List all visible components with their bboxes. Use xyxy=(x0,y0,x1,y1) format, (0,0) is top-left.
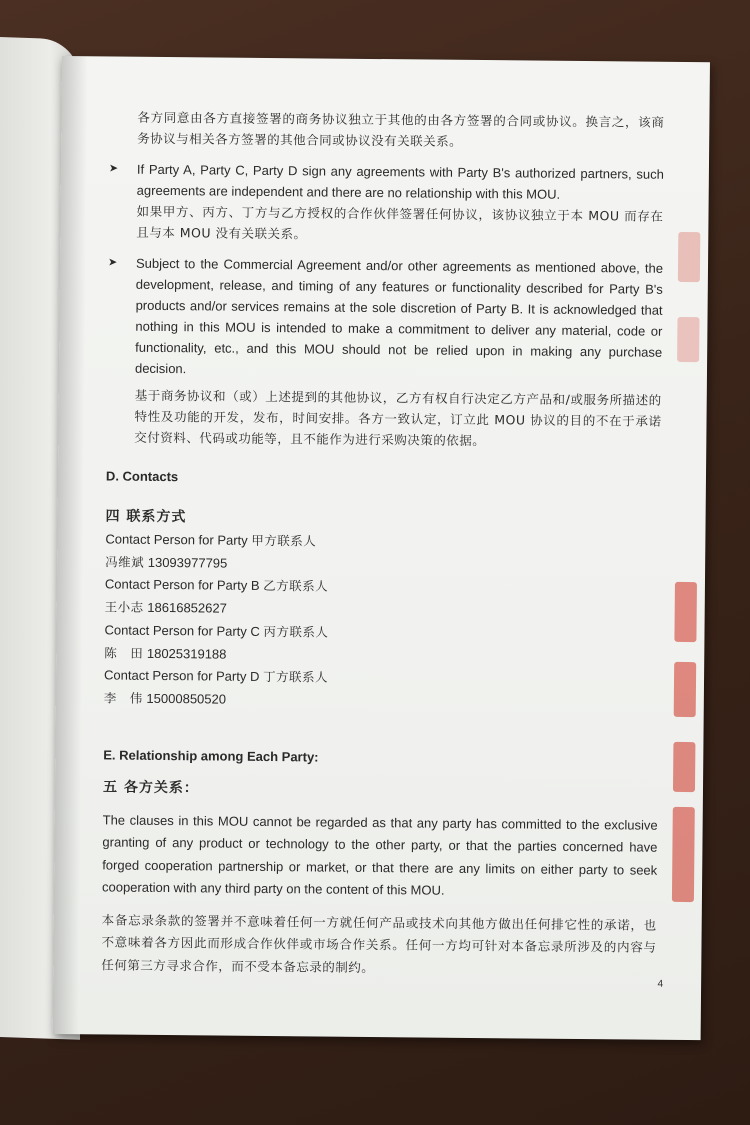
section-e-heading: E. Relationship among Each Party: xyxy=(103,747,319,765)
intro-paragraph-zh: 各方同意由各方直接签署的商务协议独立于其他的由各方签署的合同或协议。换言之，该商务协议与相关各方签署的其他合同或协议没有关联关系。 xyxy=(137,109,665,149)
document-page xyxy=(53,56,710,1040)
section-d-heading-zh: 四 联系方式 xyxy=(105,508,187,526)
arrow-bullet-icon: ➤ xyxy=(108,162,119,175)
contact-label: Contact Person for Party C 丙方联系人 xyxy=(104,622,329,640)
contact-label: Contact Person for Party B 乙方联系人 xyxy=(104,576,329,594)
seal-stamp-fragment xyxy=(678,232,700,282)
contact-detail: 冯维斌 13093977795 xyxy=(105,554,228,571)
bullet-text-zh: 基于商务协议和（或）上述提到的其他协议，乙方有权自行决定乙方产品和/或服务所描述的特性及功能的开发，发布，时间安排。各方一致认定，订立此 MOU 协议的目的不在于承诺交付资料、代码或功能等，且不能作为进行采购决策的依据。 xyxy=(134,387,662,449)
bullet-item xyxy=(108,158,664,247)
seal-stamp-fragment xyxy=(677,317,699,362)
seal-stamp-fragment xyxy=(674,582,697,642)
contact-detail: 王小志 18616852627 xyxy=(104,599,227,616)
contact-detail: 李 伟 15000850520 xyxy=(103,690,227,707)
arrow-bullet-icon: ➤ xyxy=(107,256,118,269)
seal-stamp-fragment xyxy=(673,742,695,792)
contact-list xyxy=(104,528,661,715)
section-d-heading: D. Contacts xyxy=(105,468,179,485)
section-e-heading-zh: 五 各方关系： xyxy=(102,779,199,796)
bullet-text-en: Subject to the Commercial Agreement and/or other agreements as mentioned above, the development, release, and timing of any features or functionality described for Party B's products and/or services remains at the sole discretion of Party B. It is acknowledged that nothing in this MOU is intended to make a commitment to deliver any material, code or functionality, etc., and this MOU should not be relied upon in making any purchase decision. xyxy=(134,255,664,377)
bullet-item xyxy=(106,252,663,452)
section-e-body-zh: 本备忘录条款的签署并不意味着任何一方就任何产品或技术向其他方做出任何排它性的承诺，也不意味着各方因此而形成合作伙伴或市场合作关系。任何一方均可针对本备忘录所涉及的内容与任何第三方寻求合作，而不受本备忘录的制约。 xyxy=(101,912,657,975)
contact-label: Contact Person for Party D 丁方联系人 xyxy=(103,667,329,685)
page-number: 4 xyxy=(657,978,664,990)
contact-label: Contact Person for Party 甲方联系人 xyxy=(105,531,317,549)
bullet-text-zh: 如果甲方、丙方、丁方与乙方授权的合作伙伴签署任何协议，该协议独立于本 MOU 而存在且与本 MOU 没有关联关系。 xyxy=(136,203,664,242)
seal-stamp-fragment xyxy=(672,807,695,902)
seal-stamp-fragment xyxy=(674,662,697,717)
bullet-text-en: If Party A, Party C, Party D sign any agreements with Party B's authorized partners, such agreements are independent and there are no relationship with this MOU. xyxy=(136,161,664,202)
page-content xyxy=(101,106,664,981)
section-e-body-en: The clauses in this MOU cannot be regarded as that any party has committed to the exclusive granting of any product or technology to the other party, or that the parties concerned have forged cooperation partnership or market, or that there are any limits on either party to seek cooperation with any third party on the content of this MOU. xyxy=(101,812,658,898)
contact-detail: 陈 田 18025319188 xyxy=(104,644,227,662)
